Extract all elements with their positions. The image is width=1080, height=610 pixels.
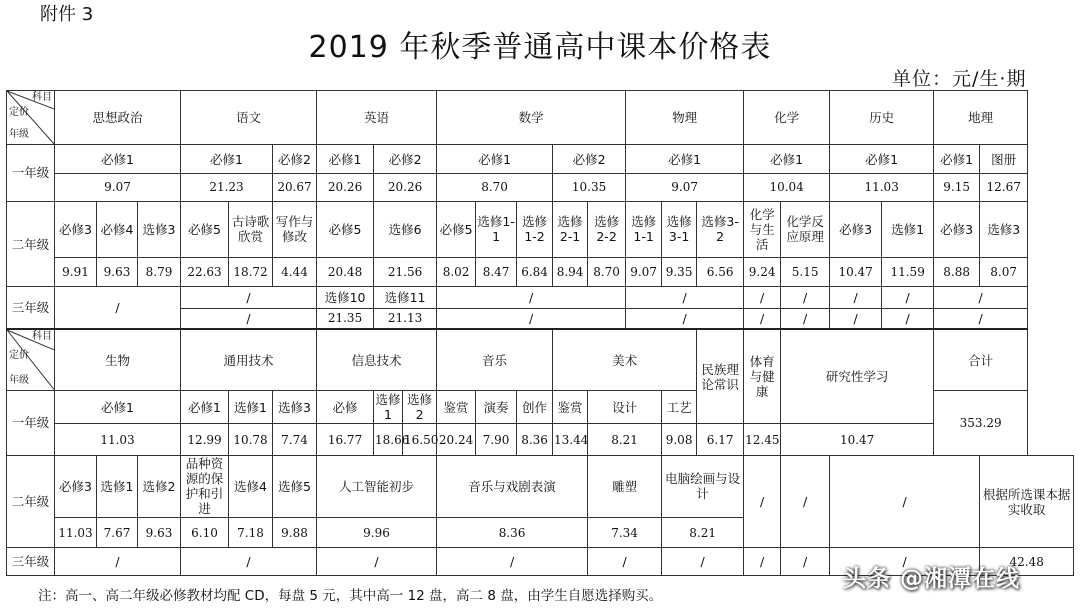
book-name: 图册 (980, 144, 1028, 173)
corner-price: 定价 (9, 350, 29, 362)
book-price: 9.96 (317, 517, 437, 548)
not-applicable: / (934, 287, 1028, 308)
book-name: 选修3 (273, 390, 317, 424)
book-name: 选修1 (97, 455, 138, 517)
book-name: 必修2 (374, 144, 437, 173)
not-applicable: / (437, 548, 588, 576)
book-price: 20.26 (374, 174, 437, 201)
book-price: 7.34 (588, 517, 662, 548)
not-applicable: / (830, 455, 980, 548)
book-name: 选修2 (403, 390, 437, 424)
book-price: 9.07 (626, 257, 662, 286)
book-price: 21.56 (374, 257, 437, 286)
book-price: 8.47 (476, 257, 517, 286)
book-price: 12.99 (181, 424, 229, 456)
not-applicable: / (181, 287, 317, 308)
not-applicable: / (588, 548, 662, 576)
corner-subject: 科目 (32, 92, 52, 103)
subject-header: 民族理论常识 (697, 329, 744, 424)
book-price: 20.67 (273, 174, 317, 201)
book-price: 9.24 (744, 257, 781, 286)
not-applicable: / (781, 308, 830, 329)
book-price: 6.17 (697, 424, 744, 456)
book-name: 品种资源的保护和引进 (181, 455, 229, 517)
book-name: 人工智能初步 (317, 455, 437, 517)
book-price: 16.50 (403, 424, 437, 456)
total-value: 42.48 (980, 548, 1074, 576)
book-name: 必修1 (181, 144, 273, 173)
book-name: 必修3 (55, 201, 97, 257)
not-applicable: / (882, 287, 934, 308)
subject-header: 美术 (553, 329, 697, 390)
book-name: 必修1 (55, 144, 181, 173)
book-price: 18.72 (229, 257, 273, 286)
book-price: 21.23 (181, 174, 273, 201)
subject-header: 生物 (55, 329, 181, 390)
subject-header: 地理 (934, 91, 1028, 145)
subject-header: 化学 (744, 91, 830, 145)
book-name: 选修3-2 (697, 201, 744, 257)
book-price: 8.21 (588, 424, 662, 456)
book-price: 9.07 (55, 174, 181, 201)
book-price: 18.66 (374, 424, 403, 456)
not-applicable: / (317, 548, 437, 576)
not-applicable: / (181, 548, 317, 576)
book-name: 选修11 (374, 287, 437, 308)
book-price: 8.07 (980, 257, 1028, 286)
grade-label: 二年级 (7, 201, 55, 286)
book-name: 选修3 (138, 201, 181, 257)
grade-label: 一年级 (7, 144, 55, 201)
book-name: 必修1 (830, 144, 934, 173)
attachment-label: 附件 3 (40, 4, 94, 25)
corner-grade: 年级 (9, 128, 29, 140)
not-applicable: / (830, 308, 882, 329)
book-price: 9.91 (55, 257, 97, 286)
book-price: 12.45 (744, 424, 781, 456)
book-price: 9.08 (662, 424, 697, 456)
book-name: 必修1 (317, 144, 374, 173)
book-name: 必修1 (934, 144, 980, 173)
book-price: 20.48 (317, 257, 374, 286)
book-name: 化学与生活 (744, 201, 781, 257)
page-title: 2019 年秋季普通高中课本价格表 (308, 30, 772, 65)
not-applicable: / (181, 308, 317, 329)
book-name: 选修1-1 (476, 201, 517, 257)
book-price: 8.36 (437, 517, 588, 548)
not-applicable: / (934, 308, 1028, 329)
not-applicable: / (781, 455, 830, 548)
not-applicable: / (744, 548, 781, 576)
book-name: 古诗歌欣赏 (229, 201, 273, 257)
book-name: 必修4 (97, 201, 138, 257)
book-price: 7.18 (229, 517, 273, 548)
book-name: 创作 (517, 390, 553, 424)
book-name: 选修2 (138, 455, 181, 517)
not-applicable: / (662, 548, 744, 576)
book-price: 9.88 (273, 517, 317, 548)
book-name: 必修2 (553, 144, 626, 173)
book-name: 写作与修改 (273, 201, 317, 257)
book-price: 8.21 (662, 517, 744, 548)
footnote: 注：高一、高二年级必修教材均配 CD，每盘 5 元，其中高一 12 盘，高二 8 盘，由学生自愿选择购买。 (38, 588, 663, 604)
book-price: 16.77 (317, 424, 374, 456)
book-name: 选修1 (375, 392, 401, 423)
book-name: 选修3 (980, 201, 1028, 257)
book-name: 必修1 (626, 144, 744, 173)
watermark: 头条 @湘潭在线 (843, 566, 1021, 592)
book-name: 演奏 (476, 390, 517, 424)
book-name: 选修1 (882, 201, 934, 257)
book-name: 选修2-1 (553, 201, 588, 257)
book-price: 11.03 (55, 424, 181, 456)
not-applicable: / (626, 287, 744, 308)
book-name: 必修1 (55, 390, 181, 424)
corner-subject: 科目 (32, 331, 52, 343)
not-applicable: / (781, 287, 830, 308)
book-price: 20.24 (437, 424, 476, 456)
grade-label: 三年级 (7, 548, 55, 576)
book-name: 必修1 (181, 390, 229, 424)
book-name: 必修3 (830, 201, 882, 257)
not-applicable: / (437, 308, 626, 329)
book-price: 8.88 (934, 257, 980, 286)
not-applicable: / (830, 548, 980, 576)
subject-header: 历史 (830, 91, 934, 145)
subject-header: 通用技术 (181, 329, 317, 390)
book-price: 9.35 (662, 257, 697, 286)
book-price: 9.07 (626, 174, 744, 201)
book-price: 10.35 (553, 174, 626, 201)
book-price: 11.03 (830, 174, 934, 201)
book-price: 7.90 (476, 424, 517, 456)
book-name: 选修2-2 (588, 201, 626, 257)
book-name: 必修 (317, 390, 374, 424)
book-name: 电脑绘画与设计 (662, 455, 744, 517)
subject-header: 语文 (181, 91, 317, 145)
book-name: 化学反应原理 (781, 201, 830, 257)
book-price: 21.35 (317, 308, 374, 329)
subject-header: 研究性学习 (781, 329, 934, 424)
corner-grade: 年级 (9, 374, 29, 386)
subject-header: 体育与健康 (744, 329, 781, 424)
book-price: 9.63 (97, 257, 138, 286)
grade-label: 一年级 (7, 390, 55, 455)
book-name: 必修3 (934, 201, 980, 257)
book-price: 22.63 (181, 257, 229, 286)
book-price: 13.44 (553, 424, 588, 456)
book-price: 7.74 (273, 424, 317, 456)
not-applicable: / (744, 455, 781, 548)
book-price: 8.70 (437, 174, 553, 201)
book-name: 选修1 (229, 390, 273, 424)
book-name: 设计 (588, 390, 662, 424)
not-applicable: / (830, 287, 882, 308)
not-applicable: / (882, 308, 934, 329)
subject-header: 数学 (437, 91, 626, 145)
unit-label: 单位：元/生·期 (892, 68, 1027, 90)
subject-header: 音乐 (437, 329, 553, 390)
total-value: 根据所选课本据实收取 (980, 455, 1074, 548)
book-name: 选修10 (317, 287, 374, 308)
book-name: 必修5 (437, 201, 476, 257)
book-name: 选修1-1 (626, 201, 662, 257)
subject-header: 物理 (626, 91, 744, 145)
book-name: 必修2 (273, 144, 317, 173)
book-name: 鉴赏 (437, 390, 476, 424)
subject-header: 思想政治 (55, 91, 181, 145)
not-applicable: / (744, 308, 781, 329)
grade-label: 三年级 (7, 287, 55, 330)
subject-header: 合计 (934, 329, 1028, 390)
book-price: 6.84 (517, 257, 553, 286)
book-name: 音乐与戏剧表演 (437, 455, 588, 517)
corner-price: 定价 (9, 107, 29, 118)
book-price: 8.36 (517, 424, 553, 456)
book-price: 6.10 (181, 517, 229, 548)
book-name: 雕塑 (588, 455, 662, 517)
book-price: 4.44 (273, 257, 317, 286)
book-name: 鉴赏 (553, 390, 588, 424)
total-value: 353.29 (934, 390, 1028, 455)
book-price: 8.79 (138, 257, 181, 286)
book-price: 8.02 (437, 257, 476, 286)
book-price: 11.03 (55, 517, 97, 548)
not-applicable: / (55, 287, 181, 330)
book-price: 11.59 (882, 257, 934, 286)
corner-header (7, 329, 55, 390)
book-price: 10.04 (744, 174, 830, 201)
grade-label: 二年级 (7, 455, 55, 548)
book-name: 必修5 (181, 201, 229, 257)
book-price: 9.63 (138, 517, 181, 548)
book-name: 选修4 (229, 455, 273, 517)
book-price: 7.67 (97, 517, 138, 548)
book-price: 10.78 (229, 424, 273, 456)
book-name: 工艺 (662, 390, 697, 424)
book-price: 5.15 (781, 257, 830, 286)
price-table (6, 90, 1074, 576)
book-price: 12.67 (980, 174, 1028, 201)
not-applicable: / (781, 548, 830, 576)
book-name: 必修3 (55, 455, 97, 517)
book-price: 20.26 (317, 174, 374, 201)
not-applicable: / (437, 287, 626, 308)
book-name: 选修3-1 (662, 201, 697, 257)
book-price: 10.47 (830, 257, 882, 286)
book-name: 必修1 (437, 144, 553, 173)
book-name: 选修5 (273, 455, 317, 517)
book-price: 21.13 (374, 308, 437, 329)
book-name: 必修5 (317, 201, 374, 257)
corner-header (7, 91, 55, 145)
book-name: 选修1-2 (517, 201, 553, 257)
not-applicable: / (626, 308, 744, 329)
not-applicable: / (55, 548, 181, 576)
subject-header: 英语 (317, 91, 437, 145)
subject-header: 信息技术 (317, 329, 437, 390)
book-name: 必修1 (744, 144, 830, 173)
book-price: 8.70 (588, 257, 626, 286)
book-price: 8.94 (553, 257, 588, 286)
book-price: 6.56 (697, 257, 744, 286)
book-price: 9.15 (934, 174, 980, 201)
not-applicable: / (744, 287, 781, 308)
book-price: 10.47 (781, 424, 934, 456)
book-name: 选修6 (374, 201, 437, 257)
